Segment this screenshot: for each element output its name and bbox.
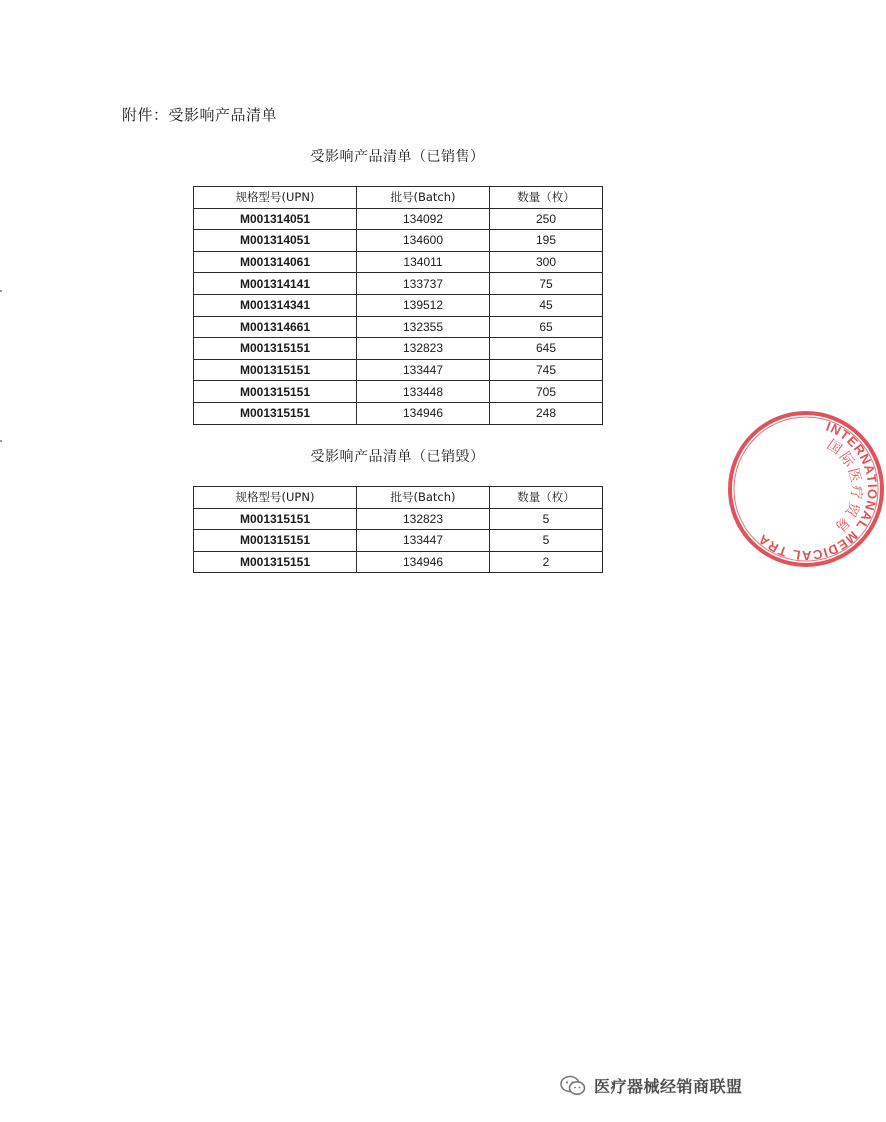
- cell-upn: M001315151: [194, 381, 357, 403]
- table-row: [194, 230, 603, 252]
- table-row: [194, 551, 603, 573]
- header-batch: 批号(Batch): [357, 487, 490, 509]
- seal-text-cn: 国际医疗贸易: [823, 436, 865, 536]
- cell-quantity: 75: [490, 273, 603, 295]
- cell-batch: 133447: [357, 359, 490, 381]
- scan-mark: [0, 290, 2, 292]
- cell-batch: 134092: [357, 208, 490, 230]
- cell-batch: 134600: [357, 230, 490, 252]
- table-row: [194, 359, 603, 381]
- cell-quantity: 65: [490, 316, 603, 338]
- company-seal-stamp: [726, 409, 886, 569]
- cell-upn: M001314051: [194, 230, 357, 252]
- cell-upn: M001315151: [194, 402, 357, 424]
- cell-upn: M001315151: [194, 338, 357, 360]
- watermark-text: 医疗器械经销商联盟: [594, 1077, 743, 1096]
- wechat-icon: [560, 1075, 586, 1097]
- watermark: [560, 1074, 743, 1097]
- sold-table-title: 受影响产品清单（已销售）: [310, 149, 485, 165]
- table-row: [194, 338, 603, 360]
- cell-quantity: 645: [490, 338, 603, 360]
- table-row: [194, 208, 603, 230]
- table-row: [194, 381, 603, 403]
- cell-quantity: 248: [490, 402, 603, 424]
- scan-mark: [0, 440, 2, 442]
- seal-text-en: INTERNATIONAL MEDICAL TRA: [754, 418, 881, 564]
- cell-batch: 133447: [357, 530, 490, 552]
- cell-batch: 133737: [357, 273, 490, 295]
- cell-batch: 133448: [357, 381, 490, 403]
- header-quantity: 数量（枚）: [490, 487, 603, 509]
- table-row: [194, 530, 603, 552]
- cell-batch: 139512: [357, 294, 490, 316]
- table-row: [194, 294, 603, 316]
- cell-batch: 132355: [357, 316, 490, 338]
- cell-upn: M001314051: [194, 208, 357, 230]
- cell-quantity: 195: [490, 230, 603, 252]
- cell-quantity: 5: [490, 508, 603, 530]
- cell-upn: M001314141: [194, 273, 357, 295]
- cell-upn: M001315151: [194, 551, 357, 573]
- cell-quantity: 5: [490, 530, 603, 552]
- cell-upn: M001315151: [194, 359, 357, 381]
- table-row: [194, 508, 603, 530]
- header-batch: 批号(Batch): [357, 187, 490, 209]
- table-header-row: [194, 187, 603, 209]
- cell-batch: 134946: [357, 551, 490, 573]
- sold-products-table: [193, 186, 603, 425]
- cell-quantity: 2: [490, 551, 603, 573]
- header-quantity: 数量（枚）: [490, 187, 603, 209]
- cell-quantity: 705: [490, 381, 603, 403]
- table-row: [194, 316, 603, 338]
- cell-upn: M001315151: [194, 508, 357, 530]
- destroyed-products-table: [193, 486, 603, 573]
- cell-batch: 132823: [357, 508, 490, 530]
- cell-upn: M001314341: [194, 294, 357, 316]
- cell-upn: M001315151: [194, 530, 357, 552]
- cell-quantity: 745: [490, 359, 603, 381]
- cell-quantity: 45: [490, 294, 603, 316]
- cell-batch: 134011: [357, 251, 490, 273]
- cell-quantity: 250: [490, 208, 603, 230]
- header-upn: 规格型号(UPN): [194, 487, 357, 509]
- cell-batch: 134946: [357, 402, 490, 424]
- header-upn: 规格型号(UPN): [194, 187, 357, 209]
- cell-quantity: 300: [490, 251, 603, 273]
- cell-upn: M001314661: [194, 316, 357, 338]
- table-row: [194, 402, 603, 424]
- cell-upn: M001314061: [194, 251, 357, 273]
- table-row: [194, 251, 603, 273]
- attachment-heading: 附件：受影响产品清单: [122, 106, 278, 124]
- table-header-row: [194, 487, 603, 509]
- destroyed-table-title: 受影响产品清单（已销毁）: [310, 449, 485, 465]
- table-row: [194, 273, 603, 295]
- cell-batch: 132823: [357, 338, 490, 360]
